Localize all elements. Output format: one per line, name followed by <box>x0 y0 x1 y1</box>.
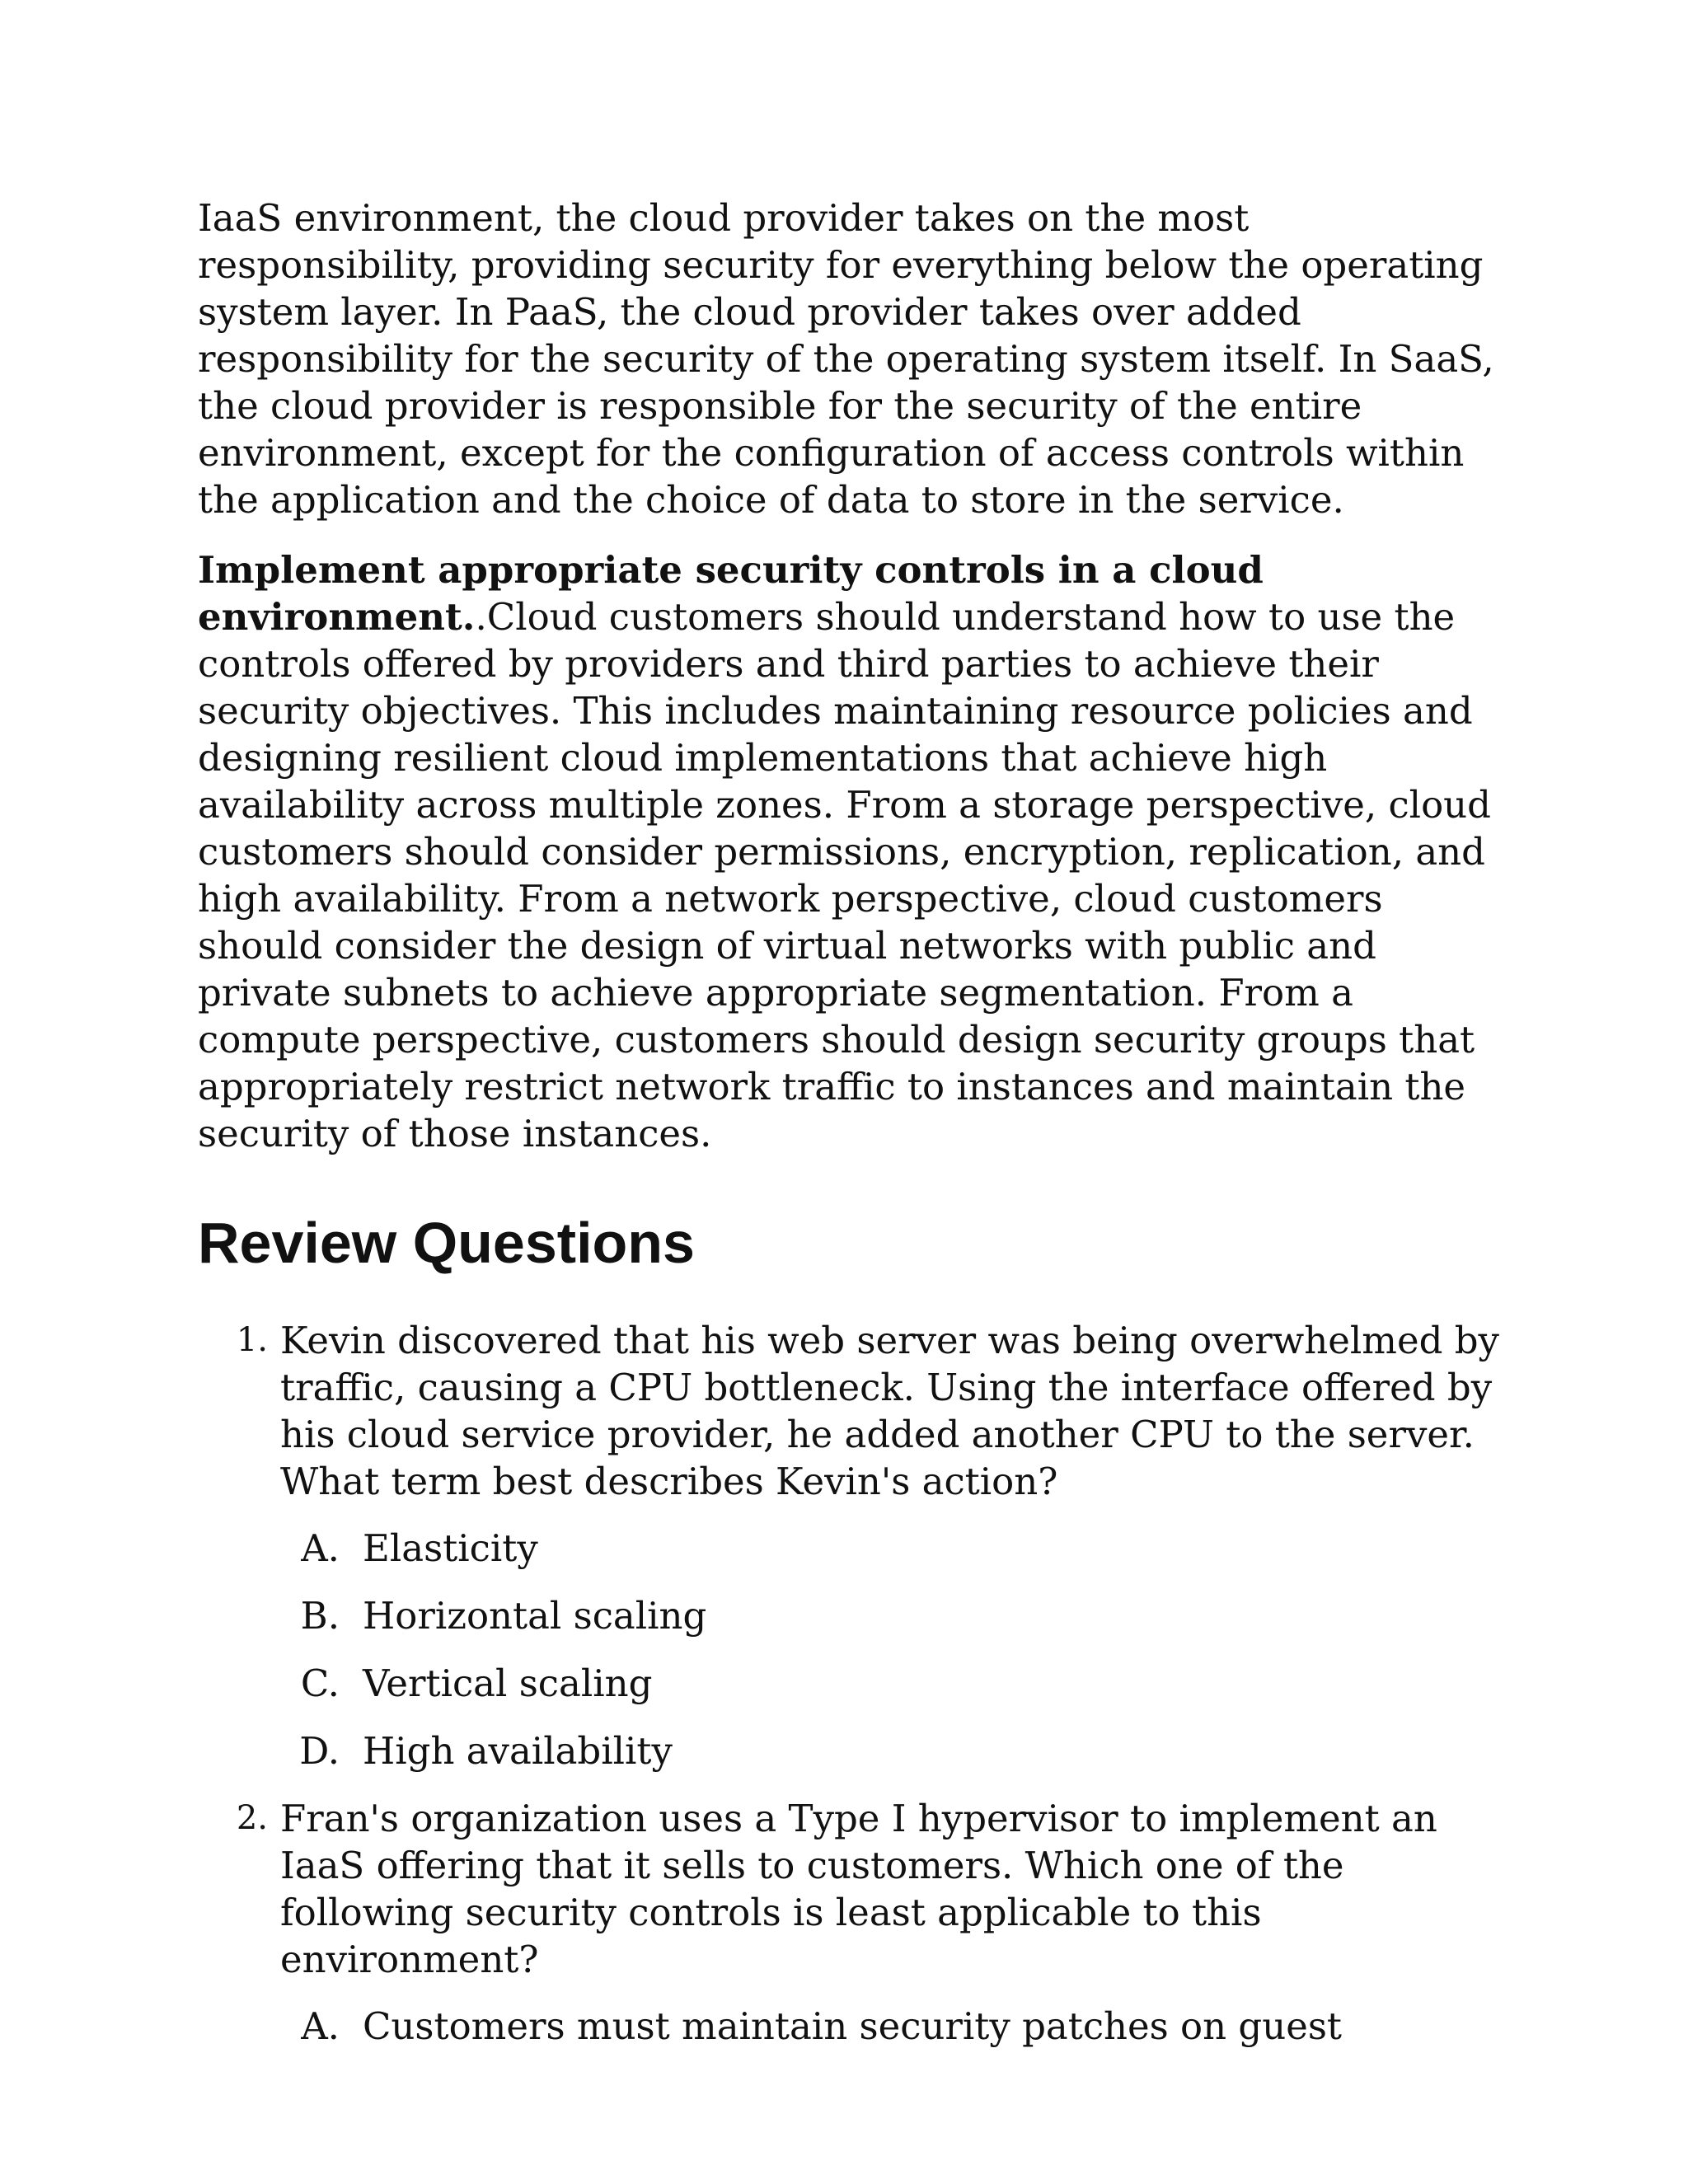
option-list <box>280 1525 1500 1774</box>
option-d <box>280 1727 1500 1774</box>
option-a <box>280 2003 1500 2050</box>
option-letter: D. <box>299 1729 340 1773</box>
option-letter: A. <box>301 2004 340 2048</box>
option-text: Horizontal scaling <box>363 1594 707 1638</box>
question-1 <box>198 1317 1500 1774</box>
question-stem: Fran's organization uses a Type I hypervisor to implement an IaaS offering that it sells to customers. Which one of the following security controls is least applicable to this environment? <box>280 1797 1437 1981</box>
option-letter: C. <box>300 1661 340 1705</box>
option-a <box>280 1525 1500 1572</box>
option-letter: A. <box>301 1526 340 1570</box>
option-c <box>280 1660 1500 1707</box>
section-heading-review-questions: Review Questions <box>198 1211 695 1275</box>
question-list <box>198 1317 1500 2050</box>
option-text: Elasticity <box>363 1526 538 1570</box>
question-number: 2. <box>236 1799 268 1837</box>
paragraph-lead-heading: Implement appropriate security controls in a cloud environment. <box>198 548 1264 639</box>
document-page <box>198 194 1500 2070</box>
option-text: High availability <box>363 1729 673 1773</box>
option-letter: B. <box>300 1594 340 1638</box>
option-text: Customers must maintain security patches on guest <box>363 2004 1343 2048</box>
option-list <box>280 2003 1500 2050</box>
paragraph-security-controls <box>198 546 1500 1157</box>
lead-separator: . <box>475 595 487 639</box>
paragraph-cloud-responsibility: IaaS environment, the cloud provider takes on the most responsibility, providing security for everything below the operating system layer. In PaaS, the cloud provider takes over added responsibility for the security of the operating system itself. In SaaS, the cloud provider is responsible for the security of the entire environment, except for the configuration of access controls within the application and the choice of data to store in the service. <box>198 196 1494 522</box>
question-2 <box>198 1795 1500 2050</box>
option-text: Vertical scaling <box>363 1661 653 1705</box>
option-b <box>280 1592 1500 1639</box>
question-number: 1. <box>236 1321 268 1359</box>
question-stem: Kevin discovered that his web server was being overwhelmed by traffic, causing a CPU bottleneck. Using the interface offered by his cloud service provider, he added another CPU to the server. What term best describes Kevin's action? <box>280 1319 1499 1503</box>
paragraph-body: Cloud customers should understand how to use the controls offered by providers and third parties to achieve their security objectives. This includes maintaining resource policies and designing resilient cloud implementations that achieve high availability across multiple zones. From a storage perspective, cloud customers should consider permissions, encryption, replication, and high availability. From a network perspective, cloud customers should consider the design of virtual networks with public and private subnets to achieve appropriate segmentation. From a compute perspective, customers should design security groups that appropriately restrict network traffic to instances and maintain the security of those instances. <box>198 595 1491 1155</box>
